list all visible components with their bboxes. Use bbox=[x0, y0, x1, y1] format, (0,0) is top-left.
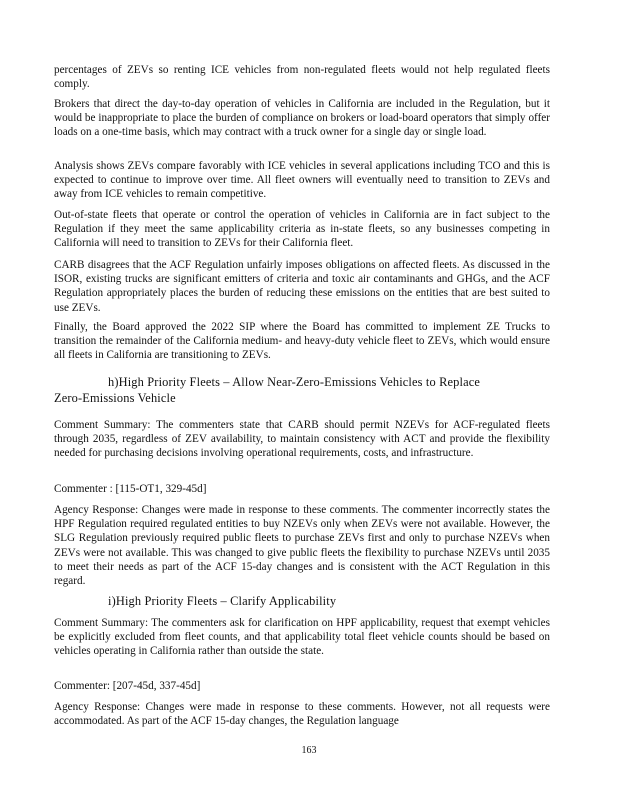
section-i-commenter: Commenter: [207-45d, 337-45d] bbox=[54, 680, 201, 692]
paragraph-analysis: Analysis shows ZEVs compare favorably with ICE vehicles in several applications including TCO and this is expected to continue to improve over time. All fleet owners will eventually need to transition to ZEVs and away from ICE vehicles to remain competitive. bbox=[54, 160, 550, 201]
section-i-comment-summary: Comment Summary: The commenters ask for clarification on HPF applicability, request that exempt vehicles be explicitly excluded from fleet counts, and that applicability total fleet vehicle counts should be based on vehicles operating in California rather than outside the state. bbox=[54, 617, 550, 658]
paragraph-regulated-fleets: percentages of ZEVs so renting ICE vehicles from non-regulated fleets would not help regulated fleets comply. bbox=[54, 64, 550, 91]
paragraph-out-of-state: Out-of-state fleets that operate or control the operation of vehicles in California are in fact subject to the Regulation if they meet the same applicability criteria as in-state fleets, so any businesses competing in California will need to transition to ZEVs for their California fleet. bbox=[54, 209, 550, 250]
section-i-agency-response: Agency Response: Changes were made in response to these comments. However, not all requests were accommodated. As part of the ACF 15-day changes, the Regulation language bbox=[54, 701, 550, 728]
paragraph-finally: Finally, the Board approved the 2022 SIP where the Board has committed to implement ZE Trucks to transition the remainder of the California medium- and heavy-duty vehicle fleet to ZEVs, which would ensure all fleets in California are transitioning to ZEVs. bbox=[54, 321, 550, 362]
paragraph-carb-disagrees: CARB disagrees that the ACF Regulation unfairly imposes obligations on affected fleets. As discussed in the ISOR, existing trucks are significant emitters of criteria and toxic air contaminants and GHGs, and the ACF Regulation appropriately places the burden of reducing these emissions on the entities that are best suited to use ZEVs. bbox=[54, 259, 550, 314]
section-h-heading-line1: h)High Priority Fleets – Allow Near-Zero-Emissions Vehicles to Replace bbox=[108, 375, 481, 389]
section-h-comment-summary: Comment Summary: The commenters state that CARB should permit NZEVs for ACF-regulated fleets through 2035, regardless of ZEV availability, to maintain consistency with ACT and provide the flexibility needed for purchasing decisions involving operational requirements, costs, and infrastructure. bbox=[54, 419, 550, 460]
section-h-commenter: Commenter : [115-OT1, 329-45d] bbox=[54, 483, 207, 495]
section-i-heading: i)High Priority Fleets – Clarify Applicability bbox=[108, 594, 337, 608]
section-h-agency-response: Agency Response: Changes were made in response to these comments. The commenter incorrectly states the HPF Regulation required regulated entities to buy NZEVs only when ZEVs were not available. However, the SLG Regulation previously required public fleets to purchase ZEVs first and only to purchase NZEVs when ZEVs were not available. This was changed to give public fleets the flexibility to purchase NZEVs until 2035 to meet their needs as part of the ACF 15-day changes and is consistent with the ACT Regulation in this regard. bbox=[54, 504, 550, 588]
paragraph-brokers: Brokers that direct the day-to-day operation of vehicles in California are included in the Regulation, but it would be inappropriate to place the burden of compliance on brokers or load-board operators that simply offer loads on a one-time basis, which may contract with a truck owner for a single day or single load. bbox=[54, 98, 550, 139]
section-h-heading-line2: Zero-Emissions Vehicle bbox=[54, 391, 176, 405]
page-number: 163 bbox=[301, 745, 317, 756]
